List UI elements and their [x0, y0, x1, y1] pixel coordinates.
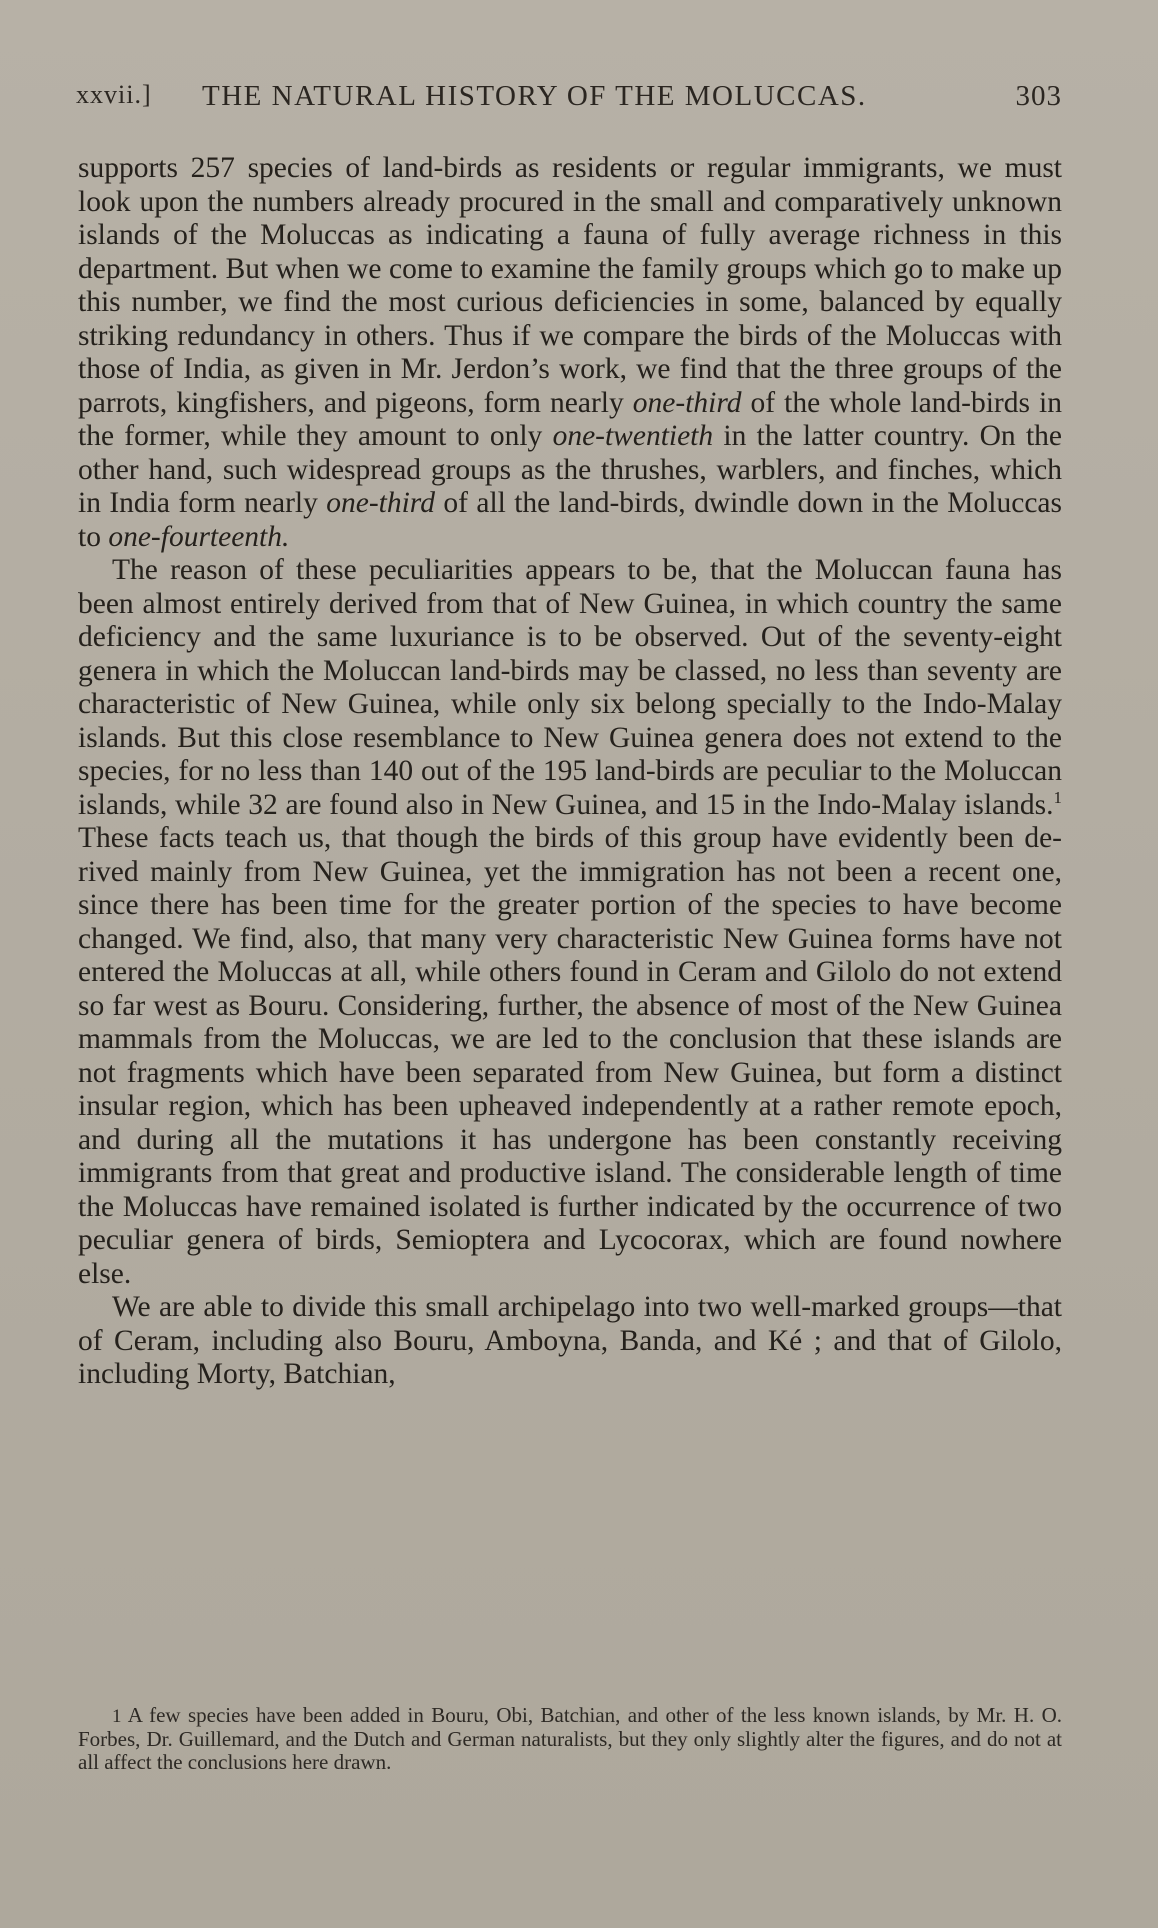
- footnote: [78, 1704, 1062, 1774]
- body-text: [78, 152, 1062, 1392]
- text-run: The reason of these peculiarities appears to be, that the Moluccan fauna has been almost entirely derived from that of New Guinea, in which country the same deficiency and the same luxuriance is to be observed. Out of the seventy-eight genera in which the Moluccan land-birds may be classed, no less than seventy are characteristic of New Guinea, while only six belong specially to the Indo-Malay islands. But this close resemblance to New Guinea genera does not extend to the species, for no less than 140 out of the 195 land-birds are peculiar to the Moluccan islands, while 32 are found also in New Guinea, and 15 in the Indo-Malay islands.: [78, 554, 1062, 821]
- page-number: 303: [1015, 80, 1062, 112]
- text-run: of the whole land-birds in the former, while they amount to only: [78, 386, 1062, 452]
- italic-emphasis: one-fourteenth.: [108, 520, 290, 553]
- paragraph: [78, 1291, 1062, 1392]
- running-head: [76, 80, 1062, 120]
- text-run: in the latter country. On the other hand, such widespread groups as the thrushes, warblers, and finches, which in India form nearly: [78, 420, 1062, 519]
- footnote-text: A few species have been added in Bouru, Obi, Batchian, and other of the less known islands, by Mr. H. O. Forbes, Dr. Guillemard, and the Dutch and German naturalists, but they only slightly alter the figures, and do not at all affect the conclusions here drawn.: [78, 1703, 1062, 1774]
- text-run: supports 257 species of land-birds as residents or regular immigrants, we must look upon the numbers already procured in the small and comparatively unknown islands of the Moluccas as indicating a fauna of fully average richness in this department. But when we come to examine the family groups which go to make up this number, we find the most curious deficiencies in some, balanced by equally striking redundancy in others. Thus if we compare the birds of the Moluccas with those of India, as given in Mr. Jerdon’s work, we find that the three groups of the parrots, kingfishers, and pigeons, form nearly: [78, 152, 1062, 419]
- text-run: of all the land-birds, dwindle down in the Moluccas to: [78, 487, 1062, 553]
- chapter-number: xxvii.]: [76, 80, 152, 109]
- footnote-mark: 1: [112, 1706, 122, 1727]
- paragraph: [78, 554, 1062, 1291]
- footnote-reference: 1: [1053, 787, 1062, 807]
- italic-emphasis: one-twentieth: [552, 420, 714, 452]
- paragraph: [78, 152, 1062, 554]
- text-run: We are able to divide this small archipelago into two well-marked groups—that of Ceram, including also Bouru, Amboyna, Banda, and Ké ; and that of Gilolo, including Morty, Batchian,: [78, 1291, 1062, 1390]
- italic-emphasis: one-third: [326, 487, 435, 519]
- text-run: These facts teach us, that though the birds of this group have evidently been derived mainly from New Guinea, yet the immigration has not been a recent one, since there has been time for the greater portion of the species to have become changed. We find, also, that many very characteristic New Guinea forms have not entered the Moluccas at all, while others found in Ceram and Gilolo do not extend so far west as Bouru. Considering, further, the absence of most of the New Guinea mammals from the Moluccas, we are led to the conclusion that these islands are not fragments which have been separated from New Guinea, but form a distinct insular region, which has been upheaved independently at a rather remote epoch, and during all the mutations it has undergone has been constantly receiving immigrants from that great and productive island. The considerable length of time the Moluccas have remained isolated is further indicated by the occurrence of two peculiar genera of birds, Semioptera and Lycocorax, which are found nowhere else.: [78, 822, 1062, 1290]
- running-title: THE NATURAL HISTORY OF THE MOLUCCAS.: [202, 80, 867, 112]
- italic-emphasis: one-third: [632, 386, 742, 419]
